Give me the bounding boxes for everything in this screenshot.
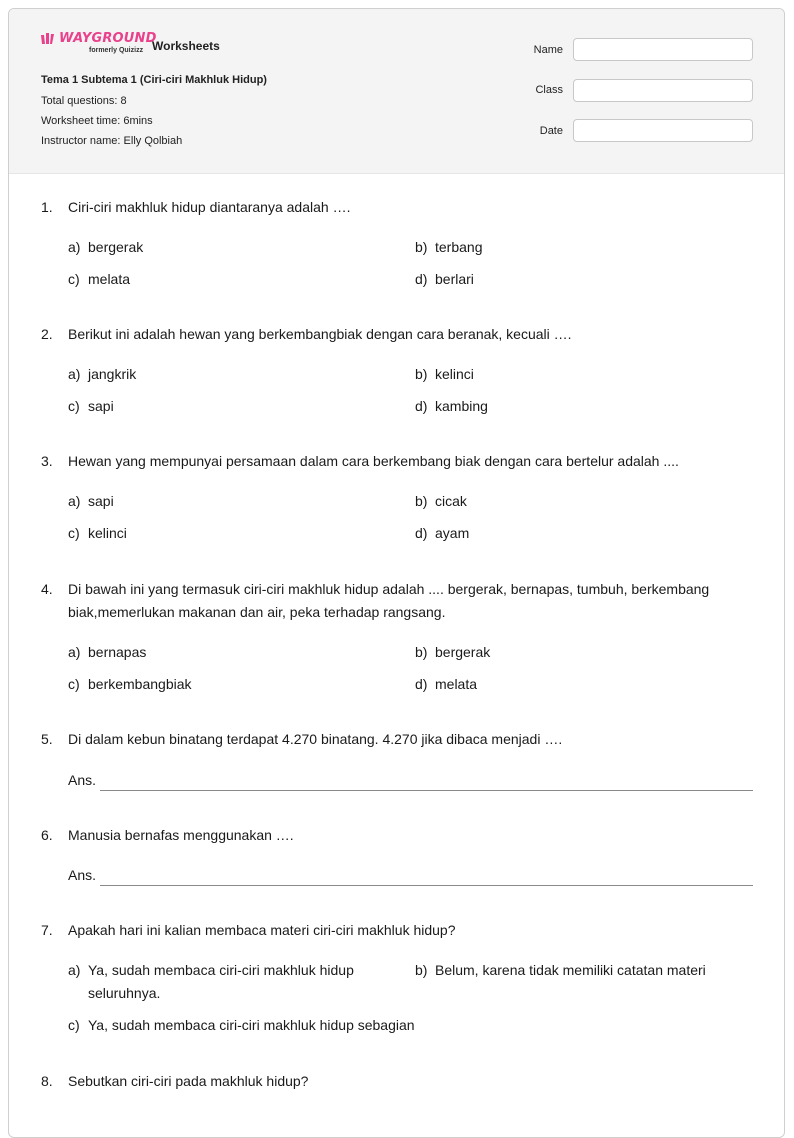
- question-text: Sebutkan ciri-ciri pada makhluk hidup?: [68, 1073, 309, 1089]
- class-label: Class: [535, 84, 563, 96]
- option-text: kelinci: [435, 366, 474, 382]
- option-letter: c): [68, 676, 80, 692]
- name-label: Name: [533, 44, 563, 56]
- name-field[interactable]: [573, 38, 753, 61]
- option-letter: a): [68, 644, 81, 660]
- option-text: Ya, sudah membaca ciri-ciri makhluk hidup seluruhnya.: [88, 962, 354, 1001]
- option-a[interactable]: [68, 959, 368, 1005]
- worksheet-header: [9, 9, 784, 174]
- option-text: ayam: [435, 525, 470, 541]
- question-number: 4.: [41, 581, 53, 597]
- question-number: 8.: [41, 1073, 53, 1089]
- option-letter: b): [415, 493, 428, 509]
- option-text: sapi: [88, 398, 114, 414]
- question-text: Hewan yang mempunyai persamaan dalam cara berkembang biak dengan cara bertelur adalah ....: [68, 453, 679, 469]
- option-letter: a): [68, 962, 81, 978]
- option-text: Belum, karena tidak memiliki catatan materi: [435, 962, 706, 978]
- option-letter: a): [68, 239, 81, 255]
- logo-text: WAYGROUND: [59, 31, 157, 46]
- question-text: Di dalam kebun binatang terdapat 4.270 binatang. 4.270 jika dibaca menjadi ….: [68, 731, 563, 747]
- question-text: Berikut ini adalah hewan yang berkembangbiak dengan cara beranak, kecuali ….: [68, 326, 572, 342]
- option-letter: b): [415, 239, 428, 255]
- option-text: melata: [435, 676, 478, 692]
- question-number: 1.: [41, 199, 53, 215]
- class-field[interactable]: [573, 79, 753, 102]
- logo-subtitle: formerly Quizizz: [89, 47, 144, 54]
- option-text: kelinci: [88, 525, 127, 541]
- option-letter: d): [415, 398, 428, 414]
- product-label: Worksheets: [152, 39, 220, 53]
- question: [41, 578, 753, 624]
- question-number: 5.: [41, 731, 53, 747]
- date-label: Date: [539, 125, 563, 137]
- answer-label: Ans.: [68, 772, 97, 788]
- option-letter: b): [415, 366, 428, 382]
- option-text: terbang: [435, 239, 483, 255]
- option-letter: d): [415, 271, 428, 287]
- option-letter: d): [415, 525, 428, 541]
- option-text: cicak: [435, 493, 467, 509]
- option-letter: c): [68, 398, 80, 414]
- option-letter: a): [68, 366, 81, 382]
- worksheet-page: [8, 8, 785, 1138]
- option-text: bergerak: [88, 239, 144, 255]
- worksheet-title: Tema 1 Subtema 1 (Ciri-ciri Makhluk Hidup): [41, 74, 267, 86]
- option-text: Ya, sudah membaca ciri-ciri makhluk hidup sebagian: [88, 1017, 415, 1033]
- option-text: berkembangbiak: [88, 676, 192, 692]
- option-text: melata: [88, 271, 131, 287]
- question-number: 2.: [41, 326, 53, 342]
- logo-mark-icon: [41, 33, 57, 45]
- total-questions: Total questions: 8: [41, 95, 127, 107]
- option-letter: c): [68, 271, 80, 287]
- answer-line[interactable]: [100, 885, 753, 886]
- option-text: sapi: [88, 493, 114, 509]
- question-text: Manusia bernafas menggunakan ….: [68, 827, 294, 843]
- question-text: Ciri-ciri makhluk hidup diantaranya adalah ….: [68, 199, 351, 215]
- option-letter: d): [415, 676, 428, 692]
- date-field[interactable]: [573, 119, 753, 142]
- option-letter: b): [415, 644, 428, 660]
- option-letter: c): [68, 1017, 80, 1033]
- question-number: 6.: [41, 827, 53, 843]
- question-number: 3.: [41, 453, 53, 469]
- option-text: jangkrik: [88, 366, 137, 382]
- worksheet-time: Worksheet time: 6mins: [41, 115, 153, 127]
- answer-line[interactable]: [100, 790, 753, 791]
- option-text: berlari: [435, 271, 474, 287]
- question-text: Di bawah ini yang termasuk ciri-ciri makhluk hidup adalah .... bergerak, bernapas, tumbuh, berkembang biak,memerlukan makanan dan air, peka terhadap rangsang.: [68, 581, 710, 620]
- option-text: bergerak: [435, 644, 491, 660]
- option-text: kambing: [435, 398, 488, 414]
- question-text: Apakah hari ini kalian membaca materi ciri-ciri makhluk hidup?: [68, 922, 456, 938]
- instructor-name: Instructor name: Elly Qolbiah: [41, 135, 183, 147]
- brand-logo: [41, 31, 157, 59]
- option-letter: c): [68, 525, 80, 541]
- answer-label: Ans.: [68, 867, 97, 883]
- option-letter: b): [415, 962, 428, 978]
- question-number: 7.: [41, 922, 53, 938]
- option-letter: a): [68, 493, 81, 509]
- option-text: bernapas: [88, 644, 147, 660]
